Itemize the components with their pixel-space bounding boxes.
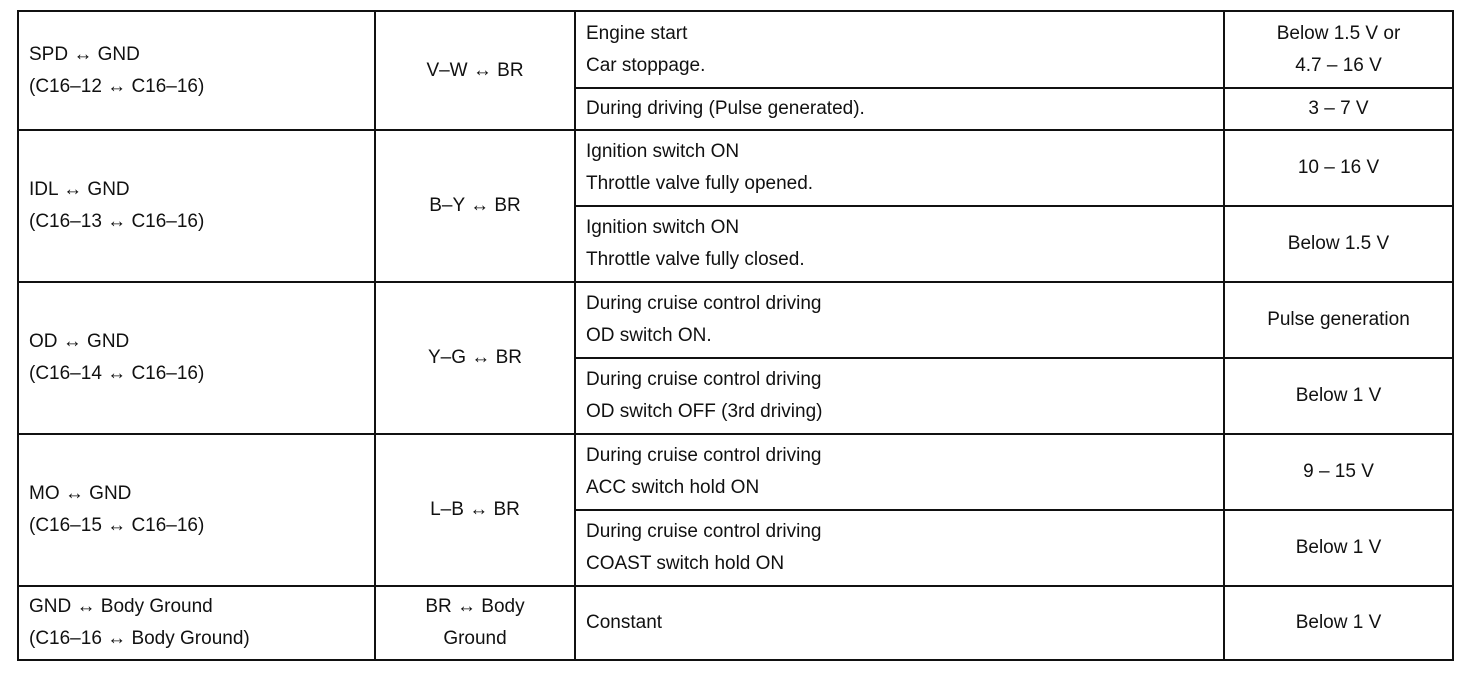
std-value-text: 10 – 16 V	[1297, 157, 1380, 178]
condition-cell	[575, 206, 1224, 282]
condition-cell	[575, 510, 1224, 586]
wiring-text: B–Y ↔ BR	[429, 195, 521, 216]
condition-text: During driving (Pulse generated).	[586, 98, 865, 119]
std-value-cell	[1224, 88, 1453, 130]
condition-text: ACC switch hold ON	[586, 477, 760, 498]
std-value-cell	[1224, 130, 1453, 206]
terminal-text: (C16–14 ↔ C16–16)	[29, 363, 205, 384]
condition-text: During cruise control driving	[586, 445, 822, 466]
condition-text: Ignition switch ON	[586, 217, 740, 238]
condition-text: OD switch ON.	[586, 325, 712, 346]
std-value-cell	[1224, 282, 1453, 358]
wiring-color-cell	[375, 130, 575, 282]
std-value-cell	[1224, 206, 1453, 282]
condition-text: Throttle valve fully opened.	[586, 173, 814, 194]
condition-text: Car stoppage.	[586, 54, 706, 76]
condition-cell	[575, 434, 1224, 510]
std-value-text: Pulse generation	[1267, 309, 1410, 330]
condition-text: COAST switch hold ON	[586, 553, 785, 574]
condition-text: Ignition switch ON	[586, 141, 740, 162]
terminal-text: OD ↔ GND	[29, 331, 130, 352]
wiring-text: Ground	[443, 628, 507, 649]
std-value-text: Below 1 V	[1295, 537, 1382, 558]
wiring-color-cell	[375, 282, 575, 434]
condition-cell	[575, 358, 1224, 434]
std-value-text: 3 – 7 V	[1308, 98, 1369, 119]
std-value-cell	[1224, 358, 1453, 434]
terminal-cell	[18, 586, 375, 660]
std-value-text: 9 – 15 V	[1303, 461, 1374, 482]
std-value-cell	[1224, 586, 1453, 660]
terminal-cell	[18, 434, 375, 586]
condition-text: During cruise control driving	[586, 521, 822, 542]
condition-text: Engine start	[586, 22, 688, 44]
std-value-cell	[1224, 11, 1453, 88]
terminal-text: GND ↔ Body Ground	[29, 596, 213, 617]
condition-text: Throttle valve fully closed.	[586, 249, 805, 270]
terminal-text: (C16–16 ↔ Body Ground)	[29, 628, 250, 649]
condition-cell	[575, 282, 1224, 358]
terminal-text: (C16–15 ↔ C16–16)	[29, 515, 205, 536]
condition-cell	[575, 11, 1224, 88]
terminal-text: SPD ↔ GND	[29, 43, 140, 65]
wiring-text: Y–G ↔ BR	[428, 347, 522, 368]
table-row	[18, 586, 1453, 660]
terminal-cell	[18, 130, 375, 282]
wiring-color-cell	[375, 11, 575, 130]
wiring-color-cell	[375, 434, 575, 586]
std-value-cell	[1224, 510, 1453, 586]
condition-cell	[575, 88, 1224, 130]
std-value-cell	[1224, 434, 1453, 510]
std-value-text: 4.7 – 16 V	[1295, 54, 1382, 76]
wiring-color-cell	[375, 586, 575, 660]
condition-cell	[575, 130, 1224, 206]
std-value-text: Below 1.5 V	[1287, 233, 1390, 254]
terminal-voltage-table	[17, 10, 1454, 661]
condition-cell	[575, 586, 1224, 660]
std-value-text: Below 1.5 V or	[1276, 22, 1401, 44]
wiring-text: L–B ↔ BR	[430, 499, 520, 520]
std-value-text: Below 1 V	[1295, 385, 1382, 406]
terminal-text: (C16–12 ↔ C16–16)	[29, 75, 205, 97]
terminal-text: MO ↔ GND	[29, 483, 132, 504]
condition-text: During cruise control driving	[586, 369, 822, 390]
condition-text: OD switch OFF (3rd driving)	[586, 401, 823, 422]
wiring-text: BR ↔ Body	[425, 596, 525, 617]
terminal-cell	[18, 11, 375, 130]
condition-text: During cruise control driving	[586, 293, 822, 314]
terminal-cell	[18, 282, 375, 434]
condition-text: Constant	[586, 612, 663, 633]
wiring-text: V–W ↔ BR	[426, 59, 524, 81]
table-row	[18, 130, 1453, 206]
terminal-text: IDL ↔ GND	[29, 179, 130, 200]
std-value-text: Below 1 V	[1295, 612, 1382, 633]
table-row	[18, 434, 1453, 510]
terminal-text: (C16–13 ↔ C16–16)	[29, 211, 205, 232]
table-row	[18, 11, 1453, 88]
table-row	[18, 282, 1453, 358]
